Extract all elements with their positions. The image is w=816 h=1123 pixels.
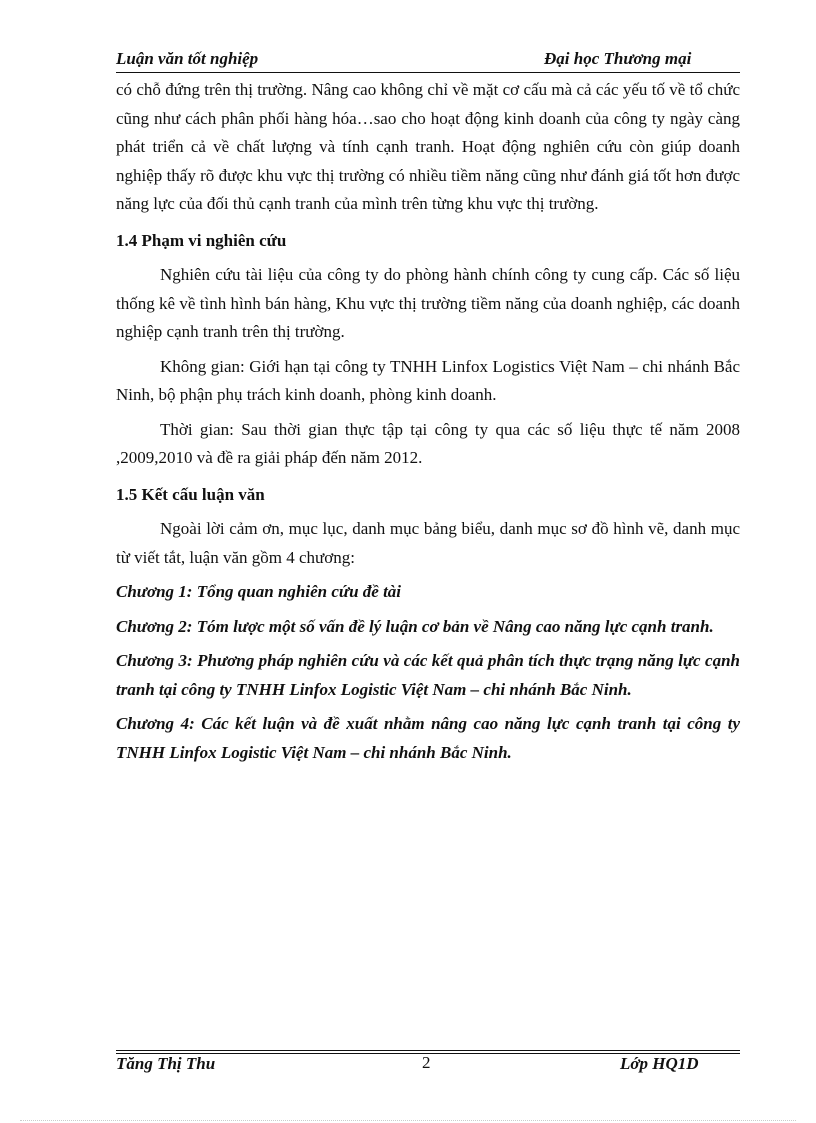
chapter-4-title: Chương 4: Các kết luận và đề xuất nhằm nâng cao năng lực cạnh tranh tại công ty TNHH Linfox Logistic Việt Nam – chi nhánh Bắc Ninh.: [116, 714, 740, 762]
chapter-3-title: Chương 3: Phương pháp nghiên cứu và các kết quả phân tích thực trạng năng lực cạnh tranh tại công ty TNHH Linfox Logistic Việt Nam – chi nhánh Bắc Ninh.: [116, 651, 740, 699]
document-body: [116, 76, 740, 767]
footer-rule-top: [116, 1050, 740, 1051]
paragraph-structure: Ngoài lời cảm ơn, mục lục, danh mục bảng biểu, danh mục sơ đồ hình vẽ, danh mục từ viết tắt, luận văn gồm 4 chương:: [116, 519, 740, 567]
paragraph-space-scope: Không gian: Giới hạn tại công ty TNHH Linfox Logistics Việt Nam – chi nhánh Bắc Ninh, bộ phận phụ trách kinh doanh, phòng kinh doanh.: [116, 356, 740, 404]
section-heading-1-5: 1.5 Kết cấu luận văn: [116, 484, 265, 504]
footer-author: Tăng Thị Thu: [116, 1054, 216, 1073]
paragraph-time-scope: Thời gian: Sau thời gian thực tập tại công ty qua các số liệu thực tế năm 2008 ,2009,2010 và đề ra giải pháp đến năm 2012.: [116, 419, 740, 467]
chapter-1-title: Chương 1: Tổng quan nghiên cứu đề tài: [116, 582, 402, 601]
section-heading-1-4: 1.4 Phạm vi nghiên cứu: [116, 230, 287, 250]
header-rule: [116, 72, 740, 73]
page-footer: [116, 1054, 740, 1078]
paragraph-continuation: có chỗ đứng trên thị trường. Nâng cao không chỉ về mặt cơ cấu mà cả các yếu tố về tổ chức cũng như cách phân phối hàng hóa…sao cho hoạt động kinh doanh của công ty ngày càng phát triển cả về chất lượng và tính cạnh tranh. Hoạt động nghiên cứu còn giúp doanh nghiệp thấy rõ được khu vực thị trường có nhiều tiềm năng cũng như đánh giá tốt hơn được năng lực của đối thủ cạnh tranh của mình trên từng khu vực thị trường.: [116, 80, 740, 213]
chapter-2-title: Chương 2: Tóm lược một số vấn đề lý luận cơ bản về Nâng cao năng lực cạnh tranh.: [116, 616, 714, 636]
footer-class: Lớp HQ1D: [620, 1054, 699, 1073]
header-university: Đại học Thương mại: [544, 49, 692, 68]
page-number: 2: [422, 1053, 431, 1072]
paragraph-research-scope: Nghiên cứu tài liệu của công ty do phòng hành chính công ty cung cấp. Các số liệu thống kê về tình hình bán hàng, Khu vực thị trường tiềm năng của doanh nghiệp, các doanh nghiệp cạnh tranh trên thị trường.: [116, 265, 740, 341]
header-thesis-label: Luận văn tốt nghiệp: [116, 49, 259, 68]
page-header: [116, 49, 740, 73]
page-edge-divider: [20, 1120, 796, 1121]
